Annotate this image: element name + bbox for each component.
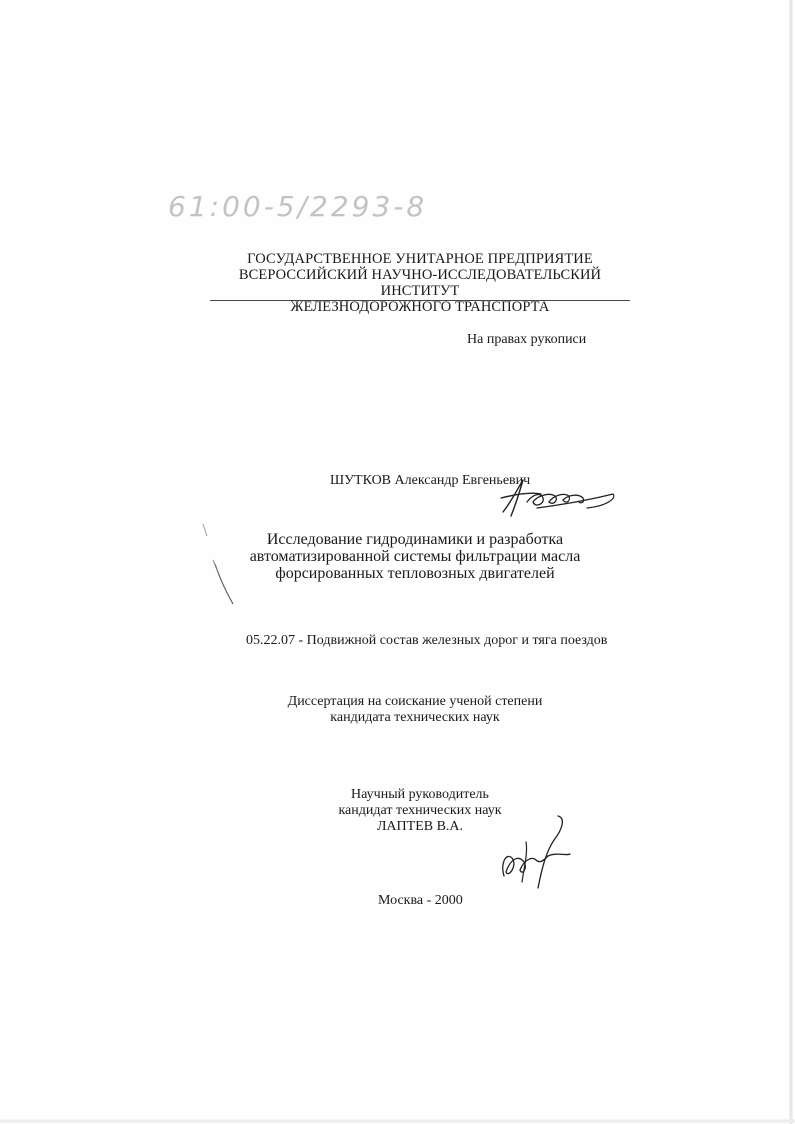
dissertation-title: [215, 531, 615, 582]
organization-line: ГОСУДАРСТВЕННОЕ УНИТАРНОЕ ПРЕДПРИЯТИЕ: [247, 251, 593, 267]
supervisor-block: [320, 787, 520, 835]
specialty-code: 05.22.07 - Подвижной состав железных дорог и тяга поездов: [246, 633, 608, 648]
organization-header: [200, 251, 640, 315]
supervisor-name: ЛАПТЕВ В.А.: [376, 819, 464, 834]
title-line: форсированных тепловозных двигателей: [275, 565, 555, 582]
degree-statement: [265, 694, 565, 726]
title-line: автоматизированной системы фильтрации масла: [249, 548, 581, 565]
supervisor-role: Научный руководитель: [351, 787, 489, 802]
degree-line: Диссертация на соискание ученой степени: [287, 694, 543, 709]
city-year: Москва - 2000: [378, 893, 463, 908]
organization-line: ЖЕЛЕЗНОДОРОЖНОГО ТРАНСПОРТА: [290, 299, 550, 315]
rights-note: На правах рукописи: [467, 332, 587, 347]
header-divider: [210, 300, 630, 301]
archive-stamp: 61:00-5/2293-8: [168, 190, 428, 223]
title-line: Исследование гидродинамики и разработка: [266, 531, 564, 548]
organization-line: ВСЕРОССИЙСКИЙ НАУЧНО-ИССЛЕДОВАТЕЛЬСКИЙ ИНСТИТУТ: [238, 267, 602, 299]
degree-line: кандидата технических наук: [330, 710, 500, 725]
author-name: ШУТКОВ Александр Евгеньевич: [330, 473, 531, 488]
supervisor-degree: кандидат технических наук: [338, 803, 502, 818]
